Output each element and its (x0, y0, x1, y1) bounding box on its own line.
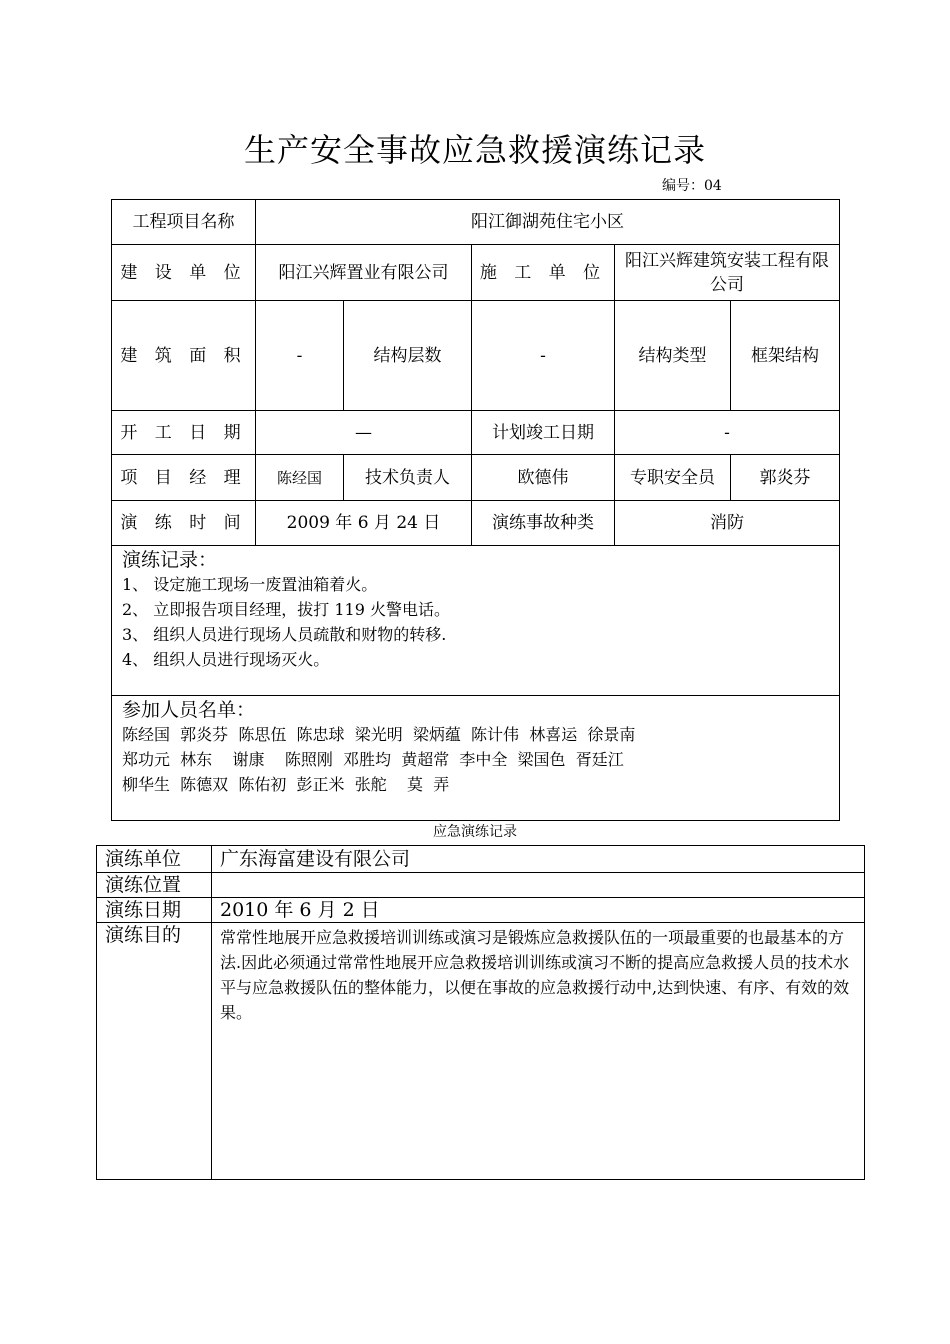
page-title: 生产安全事故应急救援演练记录 (243, 131, 706, 169)
builder-label: 建 设 单 位 (112, 245, 256, 301)
contractor-value: 阳江兴辉建筑安装工程有限公司 (615, 245, 840, 301)
emergency-drill-record-table (96, 845, 865, 1180)
drill-date-value: 2010 年 6 月 2 日 (212, 898, 865, 923)
participants-line: 郑功元 林东 谢康 陈照刚 邓胜均 黄超常 李中全 梁国色 胥廷江 (122, 750, 624, 769)
start-date-value: — (256, 411, 472, 455)
start-date-label: 开 工 日 期 (112, 411, 256, 455)
project-manager-label: 项 目 经 理 (112, 455, 256, 501)
participants-section (112, 696, 840, 821)
planned-completion-value: - (615, 411, 840, 455)
safety-officer-label: 专职安全员 (615, 455, 731, 501)
project-name-label: 工程项目名称 (112, 200, 256, 245)
drill-time-value: 2009 年 6 月 24 日 (256, 501, 472, 546)
project-manager-value: 陈经国 (256, 455, 344, 501)
drill-unit-label: 演练单位 (97, 846, 212, 873)
floors-label: 结构层数 (344, 301, 472, 411)
drill-purpose-value: 常常性地展开应急救援培训训练或演习是锻炼应急救援队伍的一项最重要的也最基本的方法.因此必须通过常常性地展开应急救援培训训练或演习不断的提高应急救援人员的技术水平与应急救援队伍的整体能力，以便在事故的应急救援行动中,达到快速、有序、有效的效果。 (212, 923, 865, 1180)
second-table-caption: 应急演练记录 (433, 824, 517, 840)
structure-type-value: 框架结构 (731, 301, 840, 411)
drill-purpose-label: 演练目的 (97, 923, 212, 1180)
drill-location-value (212, 873, 865, 898)
drill-unit-value: 广东海富建设有限公司 (212, 846, 865, 873)
drill-type-label: 演练事故种类 (472, 501, 615, 546)
safety-officer-value: 郭炎芬 (731, 455, 840, 501)
record-item: 2、 立即报告项目经理，拔打 119 火警电话。 (122, 600, 450, 619)
structure-type-label: 结构类型 (615, 301, 731, 411)
tech-lead-value: 欧德伟 (472, 455, 615, 501)
participants-line: 陈经国 郭炎芬 陈思伍 陈忠球 梁光明 梁炳蕴 陈计伟 林喜运 徐景南 (122, 725, 636, 744)
drill-info-table (111, 199, 840, 821)
serial-number: 编号：04 (662, 178, 722, 194)
planned-completion-label: 计划竣工日期 (472, 411, 615, 455)
building-area-label: 建 筑 面 积 (112, 301, 256, 411)
project-name-value: 阳江御湖苑住宅小区 (256, 200, 840, 245)
floors-value: - (472, 301, 615, 411)
drill-date-label: 演练日期 (97, 898, 212, 923)
drill-location-label: 演练位置 (97, 873, 212, 898)
drill-time-label: 演 练 时 间 (112, 501, 256, 546)
contractor-label: 施 工 单 位 (472, 245, 615, 301)
drill-type-value: 消防 (615, 501, 840, 546)
building-area-value: - (256, 301, 344, 411)
builder-value: 阳江兴辉置业有限公司 (256, 245, 472, 301)
record-item: 1、 设定施工现场一废置油箱着火。 (122, 575, 378, 594)
record-item: 4、 组织人员进行现场灭火。 (122, 650, 330, 669)
participants-heading: 参加人员名单： (122, 699, 256, 721)
record-item: 3、 组织人员进行现场人员疏散和财物的转移. (122, 625, 447, 644)
participants-line: 柳华生 陈德双 陈佑初 彭正米 张舵 莫 弄 (122, 775, 450, 794)
tech-lead-label: 技术负责人 (344, 455, 472, 501)
drill-record-section (112, 546, 840, 696)
drill-record-heading: 演练记录： (122, 549, 218, 571)
